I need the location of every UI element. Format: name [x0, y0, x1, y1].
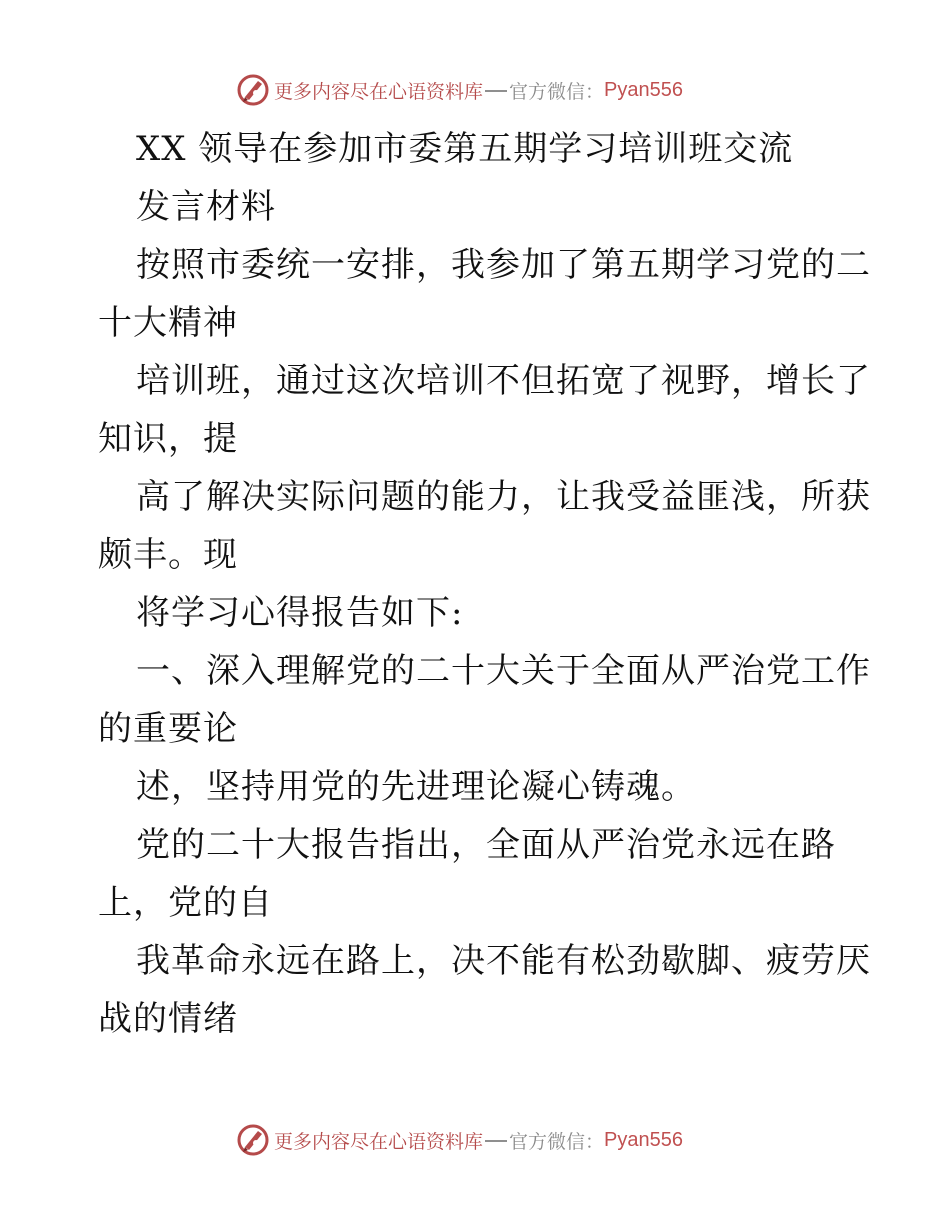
- watermark-subtext: 官方微信：: [509, 1130, 605, 1153]
- paragraph-line: 按照市委统一安排，我参加了第五期学习党的二: [136, 245, 871, 285]
- paragraph-line: 战的情绪: [98, 999, 238, 1039]
- pen-seal-logo-icon: [236, 1123, 270, 1157]
- watermark-text: 更多内容尽在心语资料库: [274, 80, 484, 103]
- section-heading-line: 一、深入理解党的二十大关于全面从严治党工作: [136, 651, 871, 691]
- paragraph-line: 将学习心得报告如下:: [136, 593, 464, 633]
- paragraph-line: 我革命永远在路上，决不能有松劲歇脚、疲劳厌: [136, 941, 871, 981]
- watermark-subtext: 官方微信：: [509, 80, 605, 103]
- paragraph-line: 颇丰。现: [98, 535, 238, 575]
- title-line-2: 发言材料: [136, 187, 276, 227]
- watermark-account: Pyan556: [604, 78, 683, 101]
- section-heading-line: 述，坚持用党的先进理论凝心铸魂。: [136, 767, 696, 807]
- paragraph-line: 十大精神: [98, 303, 238, 343]
- paragraph-line: 培训班，通过这次培训不但拓宽了视野，增长了: [136, 361, 871, 401]
- watermark-dash: [485, 1140, 507, 1142]
- pen-seal-logo-icon: [236, 73, 270, 107]
- watermark-text: 更多内容尽在心语资料库: [274, 1130, 484, 1153]
- watermark-dash: [485, 90, 507, 92]
- document-body: [98, 120, 871, 1048]
- title-line-1: XX 领导在参加市委第五期学习培训班交流: [136, 129, 794, 169]
- paragraph-line: 党的二十大报告指出，全面从严治党永远在路: [136, 825, 836, 865]
- header-watermark: [236, 72, 683, 108]
- footer-watermark: [236, 1122, 683, 1158]
- paragraph-line: 高了解决实际问题的能力，让我受益匪浅，所获: [136, 477, 871, 517]
- paragraph-line: 上，党的自: [98, 883, 273, 923]
- section-heading-line: 的重要论: [98, 709, 238, 749]
- paragraph-line: 知识，提: [98, 419, 238, 459]
- watermark-account: Pyan556: [604, 1128, 683, 1151]
